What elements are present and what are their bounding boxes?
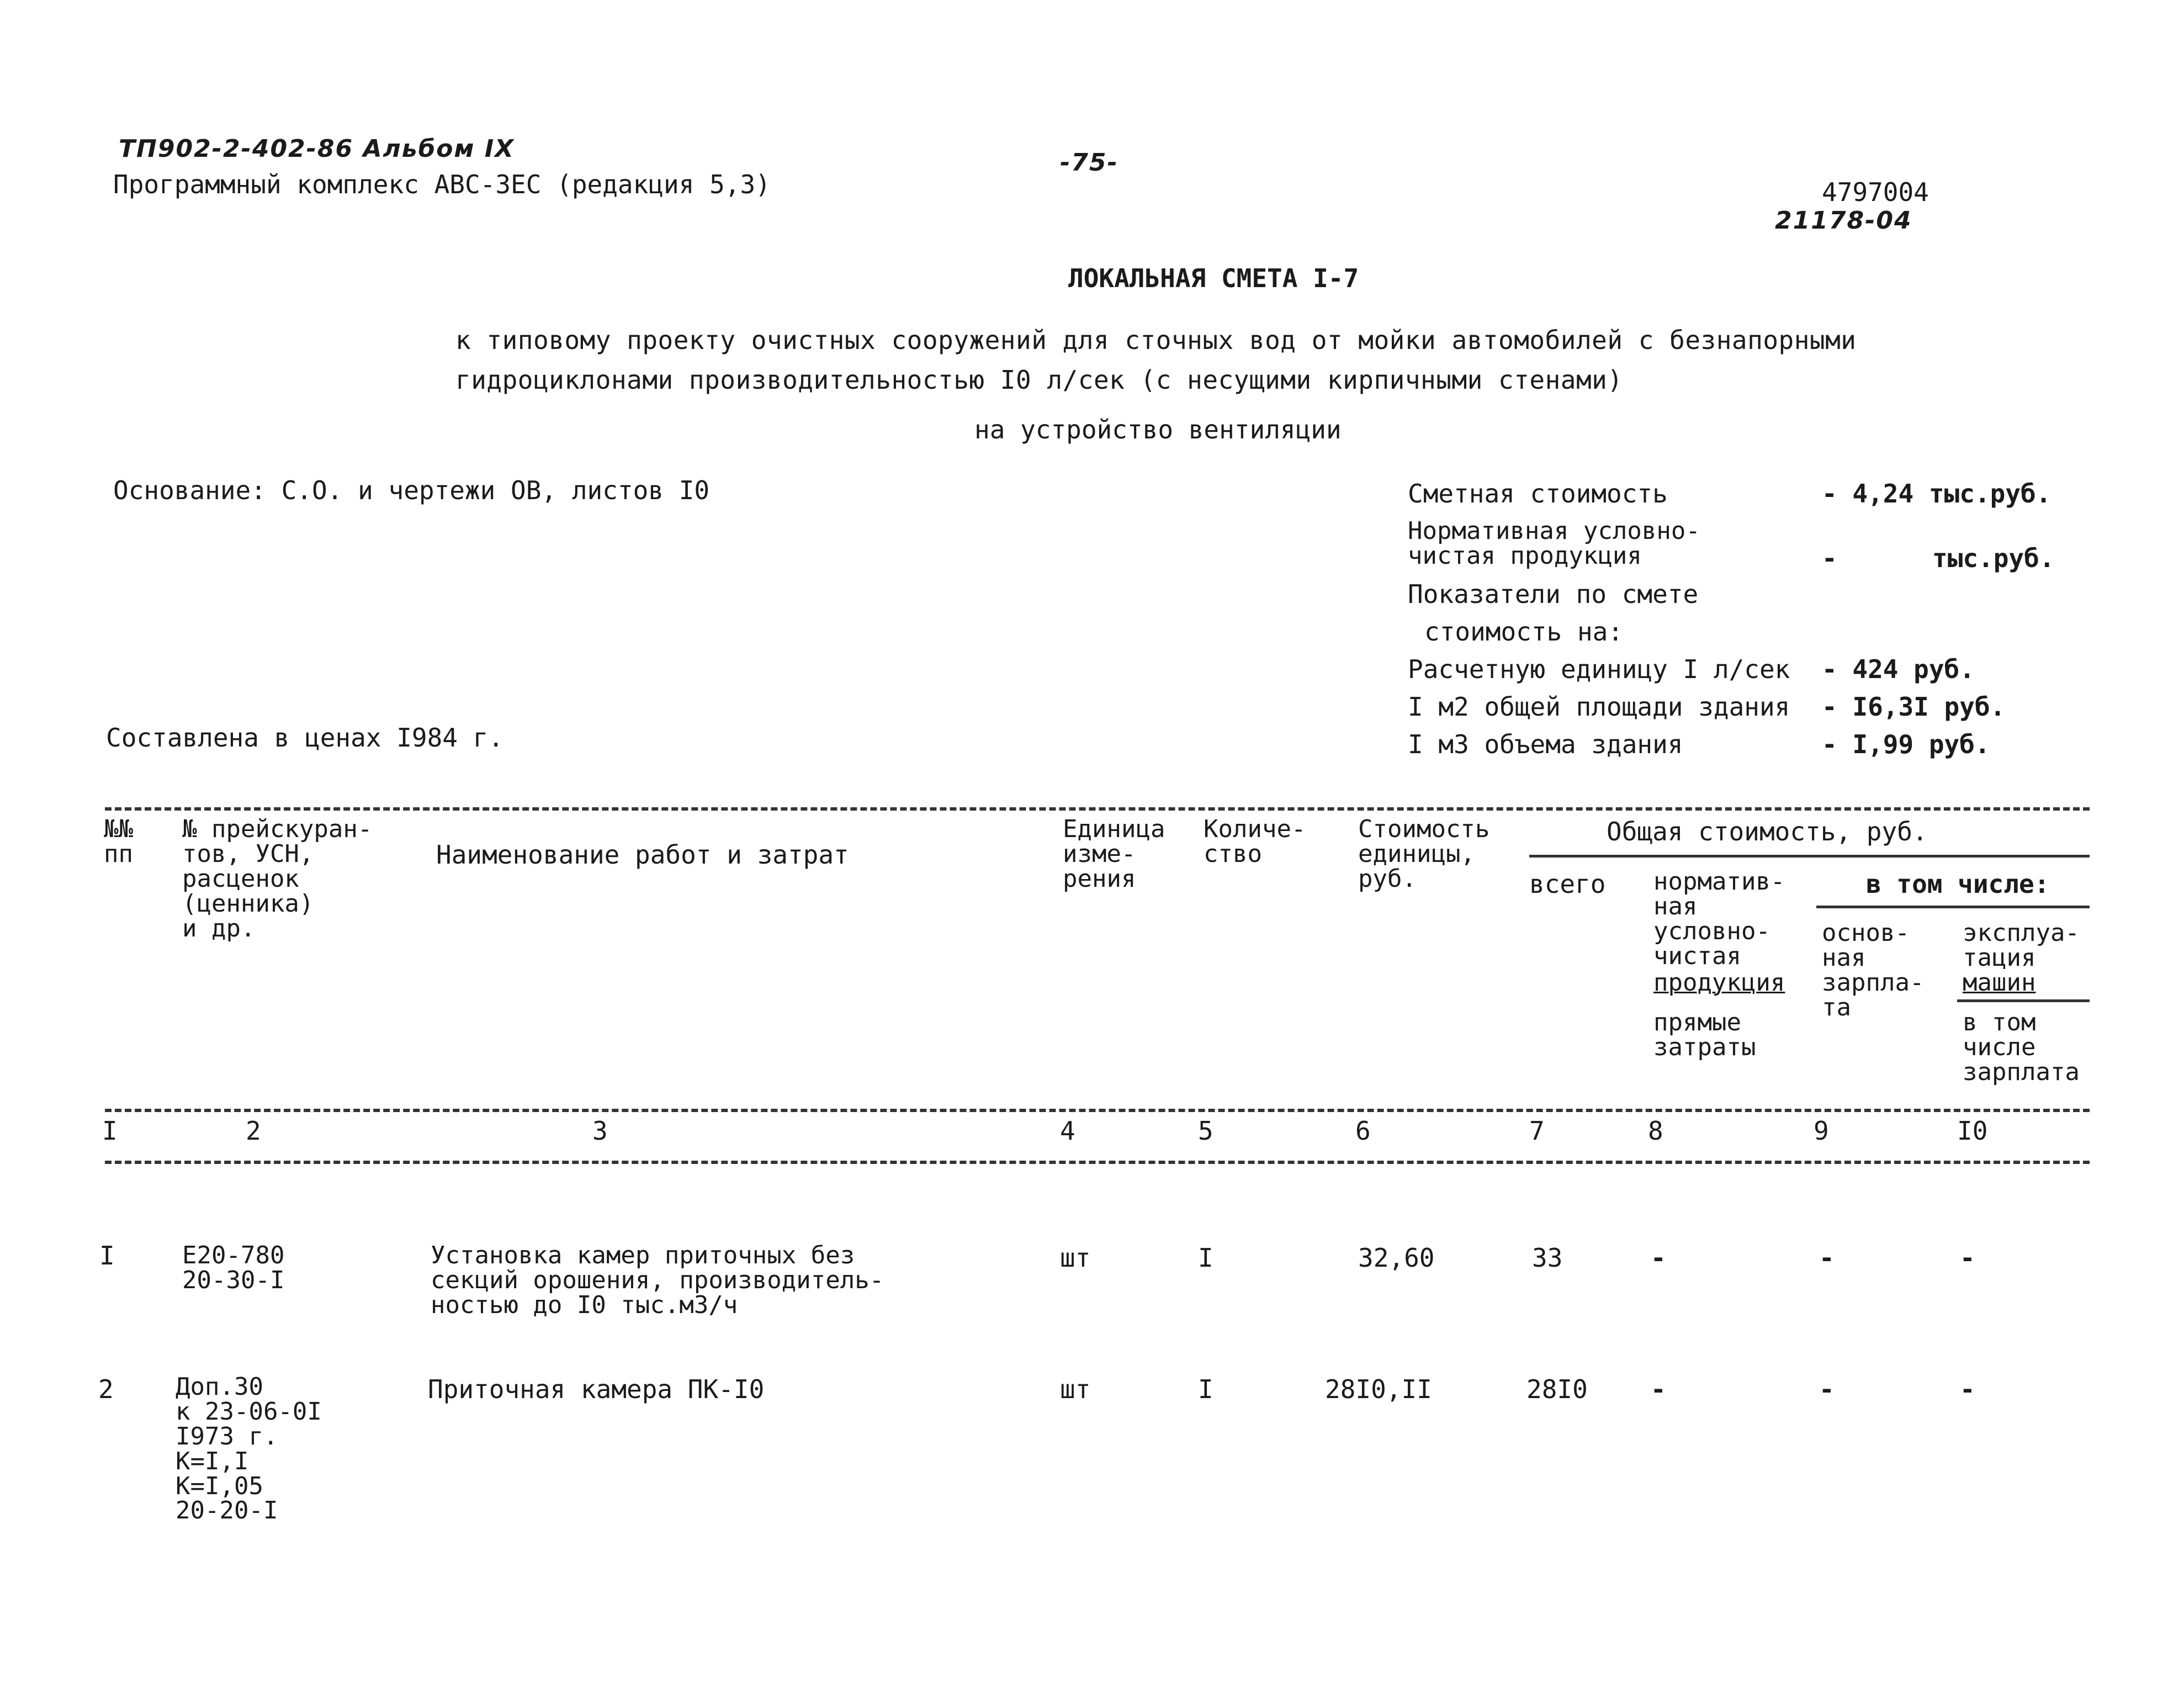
cost-on-label: стоимость на: — [1424, 617, 1624, 647]
header-price-code: № прейскуран- тов, УСН, расценок (ценника) и др. — [182, 815, 373, 943]
including-rule — [1816, 906, 2090, 908]
handwritten-number: 21178-04 — [1775, 207, 1912, 235]
header-direct-costs: прямые затраты — [1653, 1008, 1756, 1061]
column-number: 6 — [1355, 1116, 1371, 1146]
subtitle-line-2: гидроциклонами производительностью I0 л/сек (с несущими кирпичными стенами) — [455, 365, 1623, 395]
row-work-name: Установка камер приточных без секций орошения, производитель- ностью до I0 тыс.м3/ч — [431, 1241, 884, 1319]
row-price-code: Е20-780 20-30-I — [182, 1241, 285, 1294]
estimated-cost-value: - 4,24 тыс.руб. — [1822, 479, 2052, 509]
row-work-name: Приточная камера ПК-I0 — [428, 1374, 765, 1404]
unit-cost-value: - 424 руб. — [1822, 654, 1975, 684]
header-bottom-rule — [105, 1109, 2090, 1112]
header-unit-cost: Стоимость единицы, руб. — [1358, 815, 1490, 893]
header-row-number: №№ пп — [104, 815, 133, 868]
program-name: Программный комплекс АВС-3ЕС (редакция 5,3) — [113, 170, 771, 199]
column-number: 9 — [1814, 1116, 1829, 1146]
row-number: I — [99, 1241, 115, 1271]
numbers-bottom-rule — [105, 1161, 2090, 1164]
column-number: 3 — [592, 1116, 608, 1146]
header-unit: Единица изме- рения — [1063, 815, 1165, 893]
table-top-rule — [105, 807, 2090, 811]
area-cost-value: - I6,3I руб. — [1822, 692, 2006, 722]
machines-rule — [1957, 999, 2090, 1002]
row-quantity: I — [1198, 1374, 1213, 1404]
row-unit-cost: 28I0,II — [1325, 1374, 1432, 1404]
row-unit-cost: 32,60 — [1358, 1243, 1435, 1273]
row-quantity: I — [1198, 1243, 1213, 1273]
page-number: -75- — [1060, 149, 1118, 177]
header-work-name: Наименование работ и затрат — [436, 840, 849, 870]
normative-dash: - — [1822, 543, 1837, 573]
header-normative-production: продукция — [1653, 968, 1785, 997]
header-machines: машин — [1963, 968, 2036, 997]
indicators-label: Показатели по смете — [1408, 579, 1699, 609]
column-number: I0 — [1957, 1116, 1988, 1146]
subtitle-line-1: к типовому проекту очистных сооружений для сточных вод от мойки автомобилей с безнапорными — [455, 325, 1857, 355]
column-number: 7 — [1529, 1116, 1545, 1146]
row-number: 2 — [98, 1374, 114, 1404]
row-machine-operation: - — [1960, 1374, 1975, 1404]
document-number: 4797004 — [1822, 177, 1929, 207]
basis-text: Основание: С.О. и чертежи ОВ, листов I0 — [113, 475, 710, 505]
unit-cost-label: Расчетную единицу I л/сек — [1408, 654, 1790, 684]
row-normative: - — [1651, 1243, 1666, 1273]
row-base-salary: - — [1819, 1374, 1835, 1404]
header-total: всего — [1529, 869, 1606, 899]
row-unit: шт — [1060, 1243, 1091, 1273]
area-cost-label: I м2 общей площади здания — [1408, 692, 1790, 722]
volume-cost-value: - I,99 руб. — [1822, 729, 1990, 759]
estimated-cost-label: Сметная стоимость — [1408, 479, 1668, 509]
row-base-salary: - — [1819, 1243, 1835, 1273]
normative-label-2: чистая продукция — [1408, 542, 1642, 570]
header-including: в том числе: — [1866, 869, 2050, 899]
column-number: I — [102, 1116, 118, 1146]
header-machine-operation: эксплуа- тация — [1963, 919, 2080, 972]
row-machine-operation: - — [1960, 1243, 1975, 1273]
normative-unit: тыс.руб. — [1932, 543, 2055, 573]
row-unit: шт — [1060, 1374, 1091, 1404]
estimate-title: ЛОКАЛЬНАЯ СМЕТА I-7 — [1068, 263, 1359, 293]
column-number: 2 — [246, 1116, 261, 1146]
column-number: 5 — [1198, 1116, 1213, 1146]
normative-label-1: Нормативная условно- — [1408, 517, 1700, 545]
header-total-cost: Общая стоимость, руб. — [1607, 817, 1928, 846]
row-price-code: Доп.30 к 23-06-0I I973 г. К=I,I К=I,05 20-20-I — [176, 1373, 322, 1525]
row-total: 28I0 — [1526, 1374, 1588, 1404]
total-cost-rule — [1529, 855, 2090, 858]
header-base-salary: основ- ная зарпла- та — [1822, 919, 1925, 1022]
handwritten-album-code: ТП902-2-402-86 Альбом IX — [119, 135, 515, 163]
column-number: 8 — [1648, 1116, 1663, 1146]
subtitle-line-3: на устройство вентиляции — [974, 415, 1342, 444]
column-number: 4 — [1060, 1116, 1075, 1146]
compiled-in-prices: Составлена в ценах I984 г. — [106, 723, 504, 753]
header-including-salary: в том числе зарплата — [1963, 1008, 2080, 1086]
volume-cost-label: I м3 объема здания — [1408, 729, 1683, 759]
row-normative: - — [1651, 1374, 1666, 1404]
header-quantity: Количе- ство — [1204, 815, 1306, 868]
header-normative: норматив- ная условно- чистая — [1653, 867, 1785, 970]
row-total: 33 — [1532, 1243, 1563, 1273]
